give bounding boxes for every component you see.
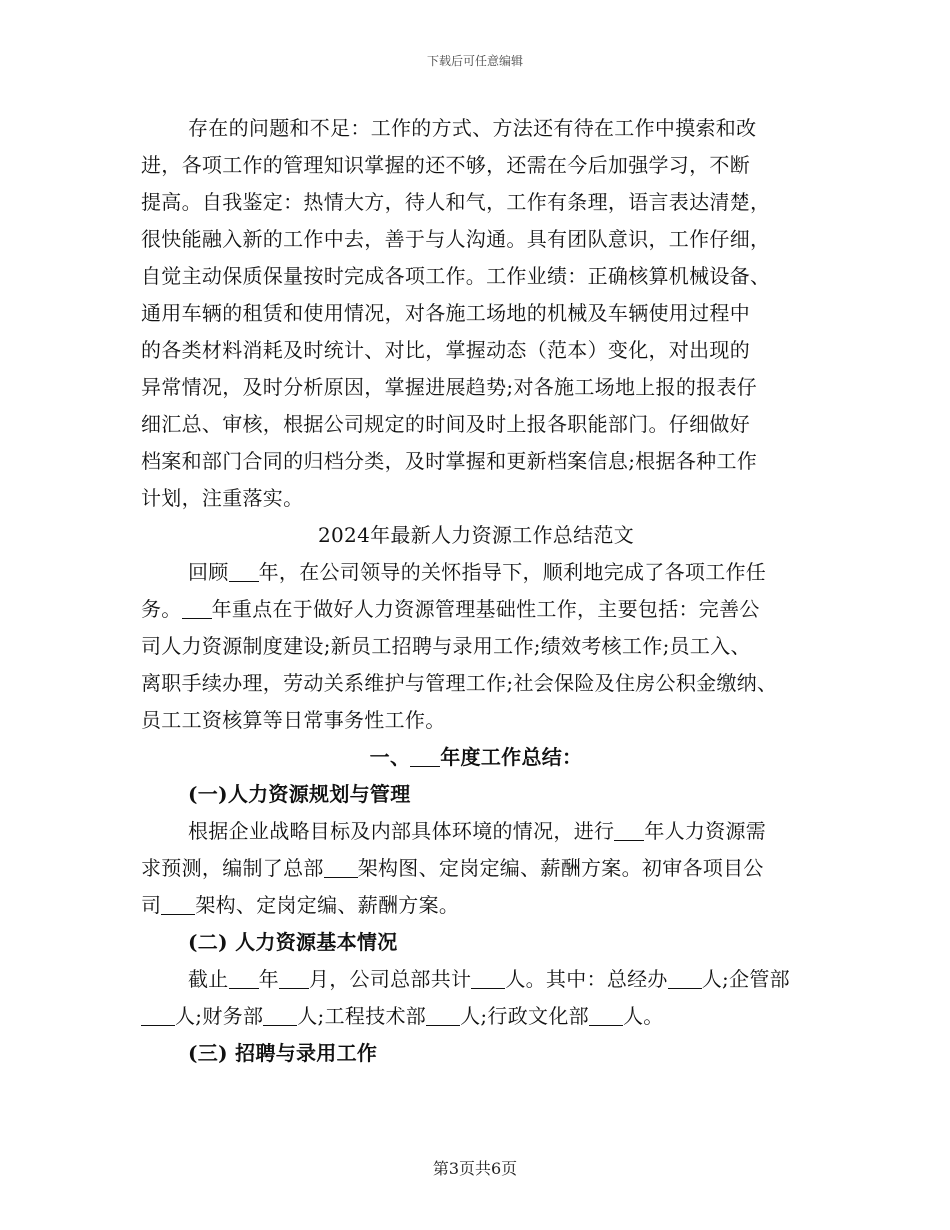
text-fragment: 司 <box>141 893 162 917</box>
fill-blank <box>263 1003 297 1026</box>
fill-blank <box>324 855 358 878</box>
fill-blank <box>141 1003 175 1026</box>
fill-blank <box>668 966 702 989</box>
para1-line: 自觉主动保质保量按时完成各项工作。工作业绩：正确核算机械设备、 <box>141 264 771 288</box>
subsection-heading: (三) 招聘与录用工作 <box>188 1041 378 1065</box>
fill-blank <box>279 966 309 989</box>
para1-line: 进，各项工作的管理知识掌握的还不够，还需在今后加强学习，不断 <box>141 153 750 177</box>
text-fragment: 一、 <box>369 745 411 769</box>
text-fragment: 年度工作总结： <box>440 745 583 769</box>
text-fragment: 截止 <box>188 967 229 991</box>
text-fragment: 年 <box>258 967 279 991</box>
para1-line: 存在的问题和不足：工作的方式、方法还有待在工作中摸索和改 <box>188 116 757 140</box>
para2-line: 离职手续办理，劳动关系维护与管理工作;社会保险及住房公积金缴纳、 <box>141 671 778 695</box>
sub1-line <box>141 850 811 887</box>
para2-line <box>141 554 811 591</box>
fill-blank <box>229 966 259 989</box>
document-title: 2024年最新人力资源工作总结范文 <box>318 523 634 547</box>
text-fragment: 人;行政文化部 <box>460 1004 589 1028</box>
text-fragment: 求预测，编制了总部 <box>141 856 324 880</box>
para1-line: 计划，注重落实。 <box>141 486 304 510</box>
para1-line: 档案和部门合同的归档分类，及时掌握和更新档案信息;根据各种工作 <box>141 449 758 473</box>
text-fragment: 人。其中：总经办 <box>505 967 668 991</box>
document-body <box>141 110 811 1072</box>
text-fragment: 年重点在于做好人力资源管理基础性工作，主要包括：完善公 <box>211 597 760 621</box>
text-fragment: 根据企业战略目标及内部具体环境的情况，进行 <box>188 819 615 843</box>
page-number: 第3页共6页 <box>432 1159 518 1178</box>
text-fragment: 架构、定岗定编、薪酬方案。 <box>195 893 460 917</box>
fill-blank <box>589 1003 623 1026</box>
fill-blank <box>471 966 505 989</box>
text-fragment: 月，公司总部共计 <box>308 967 472 991</box>
sub1-line <box>141 887 811 924</box>
text-fragment: 人。 <box>622 1004 664 1028</box>
fill-blank <box>614 818 644 841</box>
para1-line: 通用车辆的租赁和使用情况，对各施工场地的机械及车辆使用过程中 <box>141 301 750 325</box>
text-fragment: 人;企管部 <box>701 967 790 991</box>
para2-line <box>141 591 811 628</box>
text-fragment: 务。 <box>141 597 182 621</box>
fill-blank <box>229 559 259 582</box>
sub2-line <box>141 998 811 1035</box>
para1-line: 很快能融入新的工作中去，善于与人沟通。具有团队意识，工作仔细， <box>141 227 771 251</box>
subsection-heading: (一)人力资源规划与管理 <box>188 782 411 806</box>
subsection-heading: (二) 人力资源基本情况 <box>188 930 398 954</box>
text-fragment: 回顾 <box>188 560 229 584</box>
para2-line: 员工工资核算等日常事务性工作。 <box>141 708 446 732</box>
text-fragment: 年，在公司领导的关怀指导下，顺利地完成了各项工作任 <box>258 560 767 584</box>
para1-line: 异常情况，及时分析原因，掌握进展趋势;对各施工场地上报的报表仔 <box>141 375 758 399</box>
para1-line: 细汇总、审核，根据公司规定的时间及时上报各职能部门。仔细做好 <box>141 412 750 436</box>
text-fragment: 架构图、定岗定编、薪酬方案。初审各项目公 <box>357 856 764 880</box>
fill-blank <box>426 1003 460 1026</box>
fill-blank <box>161 892 195 915</box>
page-header: 下载后可任意编辑 <box>426 54 523 68</box>
sub1-line <box>141 813 811 850</box>
text-fragment: 人;工程技术部 <box>297 1004 427 1028</box>
fill-blank <box>410 744 440 767</box>
text-fragment: 人;财务部 <box>175 1004 264 1028</box>
para2-line: 司人力资源制度建设;新员工招聘与录用工作;绩效考核工作;员工入、 <box>141 634 751 658</box>
section-heading <box>141 739 811 776</box>
sub2-line <box>141 961 811 998</box>
para1-line: 的各类材料消耗及时统计、对比，掌握动态（范本）变化，对出现的 <box>141 338 750 362</box>
para1-line: 提高。自我鉴定：热情大方，待人和气，工作有条理，语言表达清楚， <box>141 190 771 214</box>
fill-blank <box>182 596 212 619</box>
text-fragment: 年人力资源需 <box>644 819 767 843</box>
